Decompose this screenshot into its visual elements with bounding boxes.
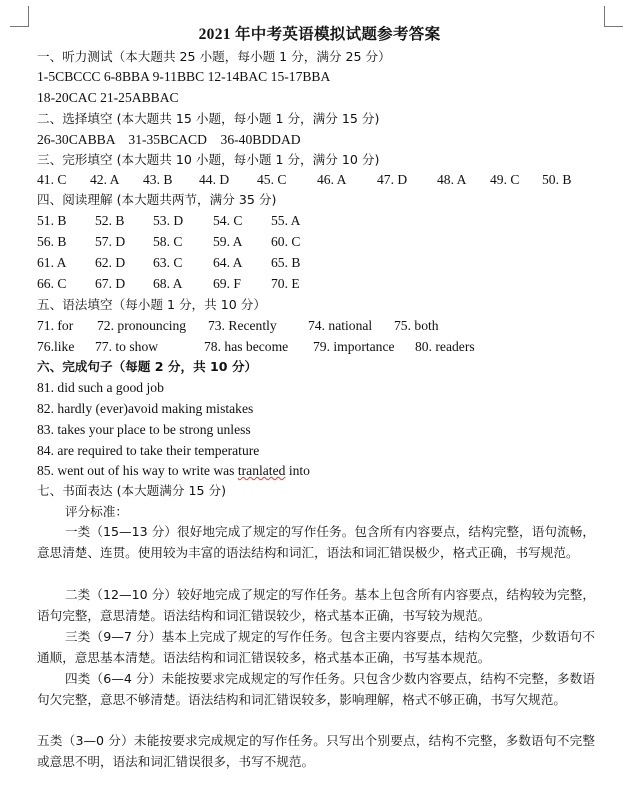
grade-5-description: 五类（3—0 分）未能按要求完成规定的写作任务。只写出个别要点，结构不完整，多数语句不完整或意思不明，语法和词汇错误很多，书写不规范。: [37, 733, 595, 769]
section3-answer-row: [37, 170, 607, 190]
answer-45: 45. C: [257, 172, 287, 187]
answer-56: 56. B: [37, 234, 67, 249]
answer-85-prefix: 85. went out of his way to write was: [37, 463, 238, 478]
section4-row-3: [37, 253, 337, 273]
answer-69: 69. F: [213, 276, 241, 291]
section1-heading: 一、听力测试（本大题共 25 小题，每小题 1 分，满分 25 分）: [37, 49, 391, 64]
section4-heading: 四、阅读理解 (本大题共两节，满分 35 分): [37, 192, 277, 207]
answer-82: 82. hardly (ever)avoid making mistakes: [37, 401, 254, 416]
section2-answers: 26-30CABBA 31-35BCACD 36-40BDDAD: [37, 132, 301, 147]
answer-55: 55. A: [271, 213, 301, 228]
answer-42: 42. A: [90, 172, 120, 187]
answer-62: 62. D: [95, 255, 126, 270]
answer-58: 58. C: [153, 234, 183, 249]
answer-65: 65. B: [271, 255, 301, 270]
answer-66: 66. C: [37, 276, 67, 291]
answer-63: 63. C: [153, 255, 183, 270]
grade-4-description: 四类（6—4 分）未能按要求完成规定的写作任务。只包含少数内容要点，结构不完整，多数语句欠完整，意思不够清楚。语法结构和词汇错误较多，影响理解，格式不够正确，书写欠规范。: [37, 671, 595, 707]
answer-41: 41. C: [37, 172, 67, 187]
section4-row-2: [37, 232, 337, 252]
answer-85-suffix: into: [285, 463, 310, 478]
section4-row-4: [37, 274, 337, 294]
answer-50: 50. B: [542, 172, 572, 187]
answer-80: 80. readers: [415, 339, 475, 354]
answer-81: 81. did such a good job: [37, 380, 164, 395]
answer-53: 53. D: [153, 213, 184, 228]
section1-answers-line1: 1-5CBCCC 6-8BBA 9-11BBC 12-14BAC 15-17BBA: [37, 69, 331, 84]
section5-row-2: [37, 337, 557, 357]
spelling-error-word: tranlated: [237, 463, 286, 478]
grade-2-description: 二类（12—10 分）较好地完成了规定的写作任务。基本上包含所有内容要点，结构较为完整，语句完整，意思清楚。语法结构和词汇错误较少，格式基本正确，书写较为规范。: [37, 587, 595, 623]
answer-84: 84. are required to take their temperature: [37, 443, 260, 458]
answer-68: 68. A: [153, 276, 183, 291]
answer-67: 67. D: [95, 276, 126, 291]
answer-57: 57. D: [95, 234, 126, 249]
answer-64: 64. A: [213, 255, 243, 270]
answer-48: 48. A: [437, 172, 467, 187]
answer-47: 47. D: [377, 172, 408, 187]
grade-1-description: 一类（15—13 分）很好地完成了规定的写作任务。包含所有内容要点，结构完整，语句流畅，意思清楚、连贯。使用较为丰富的语法结构和词汇，语法和词汇错误极少，格式正确，书写规范。: [37, 524, 595, 560]
section6-heading: 六、完成句子（每题 2 分，共 10 分）: [37, 359, 258, 374]
answer-71: 71. for: [37, 318, 74, 333]
answer-72: 72. pronouncing: [97, 318, 187, 333]
answer-85: [37, 461, 310, 481]
answer-51: 51. B: [37, 213, 67, 228]
page-title: 2021 年中考英语模拟试题参考答案: [198, 26, 441, 43]
section7-heading: 七、书面表达 (本大题满分 15 分): [37, 483, 226, 498]
answer-54: 54. C: [213, 213, 243, 228]
section3-heading: 三、完形填空 (本大题共 10 小题，每小题 1 分，满分 10 分): [37, 152, 380, 167]
grade-3-description: 三类（9—7 分）基本上完成了规定的写作任务。包含主要内容要点，结构欠完整，少数语句不通顺，意思基本清楚。语法结构和词汇错误较多，格式基本正确，书写基本规范。: [37, 629, 595, 665]
answer-60: 60. C: [271, 234, 301, 249]
answer-44: 44. D: [199, 172, 230, 187]
answer-74: 74. national: [308, 318, 373, 333]
answer-79: 79. importance: [313, 339, 395, 354]
answer-59: 59. A: [213, 234, 243, 249]
answer-77: 77. to show: [95, 339, 159, 354]
answer-46: 46. A: [317, 172, 347, 187]
answer-49: 49. C: [490, 172, 520, 187]
answer-73: 73. Recently: [208, 318, 277, 333]
answer-75: 75. both: [394, 318, 439, 333]
answer-78: 78. has become: [204, 339, 289, 354]
section1-answers-line2: 18-20CAC 21-25ABBAC: [37, 90, 179, 105]
scoring-criteria-label: 评分标准：: [65, 504, 128, 519]
answer-83: 83. takes your place to be strong unless: [37, 422, 251, 437]
section2-heading: 二、选择填空 (本大题共 15 小题，每小题 1 分，满分 15 分): [37, 111, 380, 126]
answer-52: 52. B: [95, 213, 125, 228]
answer-70: 70. E: [271, 276, 300, 291]
section5-row-1: [37, 316, 557, 336]
answer-43: 43. B: [143, 172, 173, 187]
answer-76: 76.like: [37, 339, 75, 354]
answer-61: 61. A: [37, 255, 67, 270]
section5-heading: 五、语法填空（每小题 1 分，共 10 分）: [37, 297, 266, 312]
section4-row-1: [37, 211, 337, 231]
